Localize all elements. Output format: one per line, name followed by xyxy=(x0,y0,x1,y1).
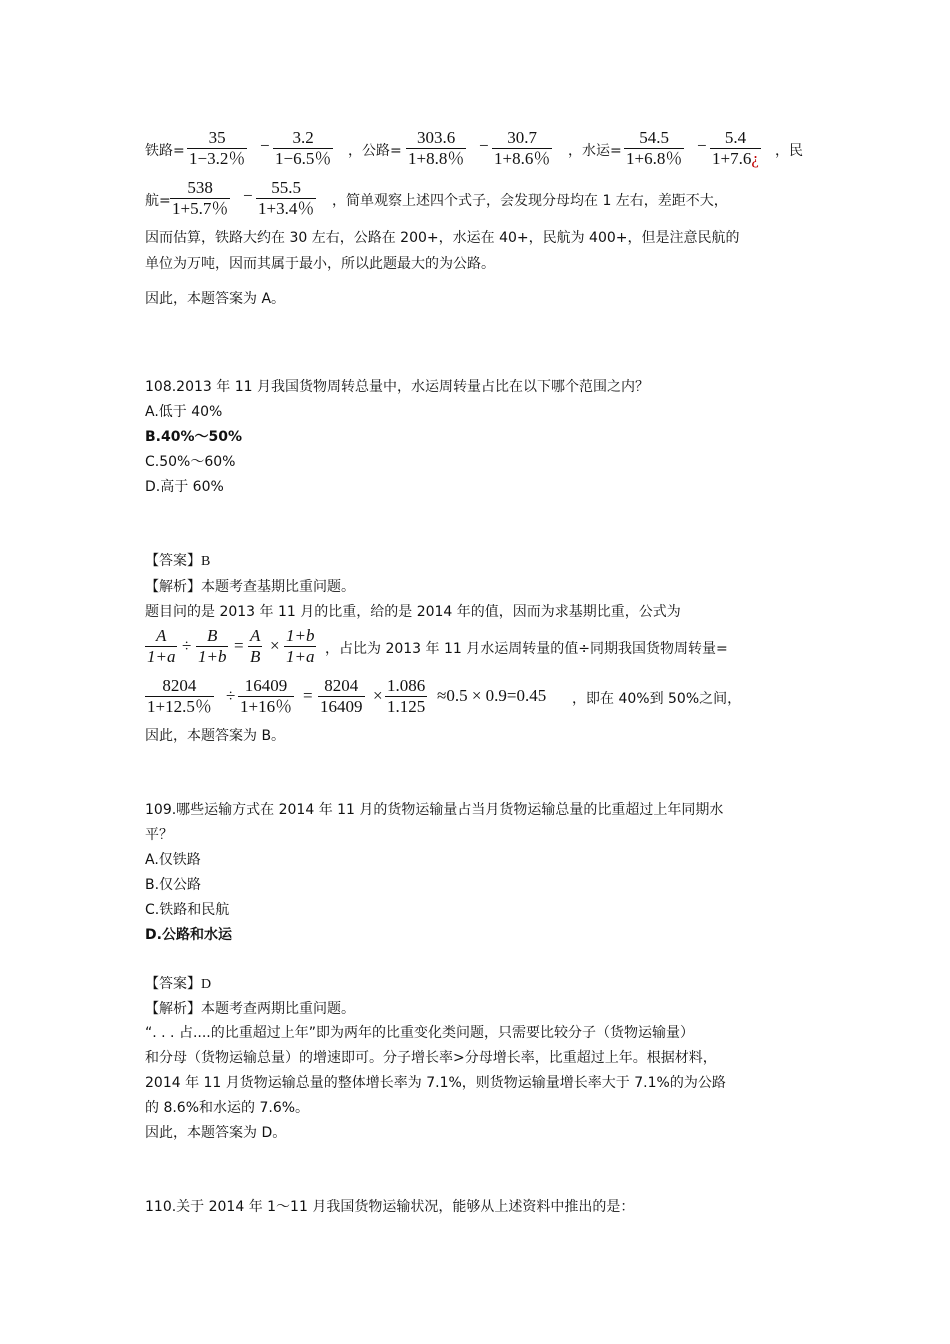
road-fraction-2: $\frac{30.7}{1+8.6\%}$ xyxy=(494,128,551,168)
option-a: A.仅铁路 xyxy=(145,852,201,868)
calc-fraction: $\frac{8204}{16409}$ xyxy=(320,676,363,716)
formula-tail: ，占比为 2013 年 11 月水运周转量的值÷同期我国货物周转量= xyxy=(325,641,728,657)
calc-fraction: $\frac{16409}{1+16\%}$ xyxy=(240,676,293,716)
air-fraction-2: $\frac{55.5}{1+3.4\%}$ xyxy=(258,178,315,218)
water-fraction-1: $\frac{54.5}{1+6.8\%}$ xyxy=(626,128,683,168)
times-sign: × xyxy=(270,636,280,655)
tail-text: ，民 xyxy=(775,143,803,159)
paragraph-line: 单位为万吨，因而其属于最小，所以此题最大的为公路。 xyxy=(145,256,495,272)
answer: 【答案】D xyxy=(145,977,212,992)
analysis-line: 2014 年 11 月货物运输总量的整体增长率为 7.1%，则货物运输量增长率大于 7.1%的为公路 xyxy=(145,1075,726,1091)
formula-fraction: $\frac{B}{1+b}$ xyxy=(198,626,227,666)
calc-fraction: $\frac{1.086}{1.125}$ xyxy=(387,676,426,716)
conclusion: 因此，本题答案为 B。 xyxy=(145,728,286,744)
formula-fraction: $\frac{A}{B}$ xyxy=(250,626,261,666)
paragraph-line: 因而估算，铁路大约在 30 左右，公路在 200+，水运在 40+，民航为 400+，但是注意民航的 xyxy=(145,230,740,246)
analysis-heading: 【解析】本题考查两期比重问题。 xyxy=(145,1001,355,1017)
calc-fraction: $\frac{8204}{1+12.5\%}$ xyxy=(147,676,212,716)
road-fraction-1: $\frac{303.6}{1+8.8\%}$ xyxy=(408,128,465,168)
minus-sign: − xyxy=(697,136,707,155)
question-text: 110.关于 2014 年 1～11 月我国货物运输状况，能够从上述资料中推出的是： xyxy=(145,1199,635,1215)
question-text: 108.2013 年 11 月我国货物周转总量中，水运周转量占比在以下哪个范围之内？ xyxy=(145,379,649,395)
divide-sign: ÷ xyxy=(226,686,236,705)
road-label: ，公路= xyxy=(348,143,402,159)
analysis-heading: 【解析】本题考查基期比重问题。 xyxy=(145,579,355,595)
water-label: ，水运= xyxy=(568,143,622,159)
minus-sign: − xyxy=(479,136,489,155)
conclusion: 因此，本题答案为 A。 xyxy=(145,291,286,307)
equals-sign: = xyxy=(303,686,313,705)
rail-fraction-2: $\frac{3.2}{1-6.5\%}$ xyxy=(275,128,332,168)
tail-text: ，简单观察上述四个式子，会发现分母均在 1 左右，差距不大， xyxy=(332,193,728,209)
approx-result: ≈0.5 × 0.9=0.45 xyxy=(437,686,547,705)
rail-fraction-1: $\frac{35}{1-3.2\%}$ xyxy=(189,128,246,168)
answer: 【答案】B xyxy=(145,554,211,569)
formula-fraction: $\frac{A}{1+a}$ xyxy=(147,626,176,666)
calc-tail: ，即在 40%到 50%之间， xyxy=(572,691,742,707)
equals-sign: = xyxy=(234,636,244,655)
option-c: C.50%～60% xyxy=(145,454,236,470)
formula-fraction: $\frac{1+b}{1+a}$ xyxy=(286,626,315,666)
air-fraction-1: $\frac{538}{1+5.7\%}$ xyxy=(172,178,229,218)
rail-label: 铁路= xyxy=(145,143,185,159)
analysis-line: “. . . 占....的比重超过上年”即为两年的比重变化类问题，只需要比较分子（货物运输量） xyxy=(145,1025,695,1041)
analysis-line: 题目问的是 2013 年 11 月的比重，给的是 2014 年的值，因而为求基期比重，公式为 xyxy=(145,604,681,620)
times-sign: × xyxy=(373,686,383,705)
option-d: D.公路和水运 xyxy=(145,927,232,943)
analysis-line: 的 8.6%和水运的 7.6%。 xyxy=(145,1100,310,1116)
divide-sign: ÷ xyxy=(182,636,192,655)
option-d: D.高于 60% xyxy=(145,479,224,495)
analysis-line: 和分母（货物运输总量）的增速即可。分子增长率>分母增长率，比重超过上年。根据材料， xyxy=(145,1050,717,1066)
option-a: A.低于 40% xyxy=(145,404,223,420)
question-text: 平？ xyxy=(145,827,173,843)
minus-sign: − xyxy=(243,186,253,205)
question-text: 109.哪些运输方式在 2014 年 11 月的货物运输量占当月货物运输总量的比重超过上年同期水 xyxy=(145,802,724,818)
option-c: C.铁路和民航 xyxy=(145,902,230,918)
minus-sign: − xyxy=(260,136,270,155)
conclusion: 因此，本题答案为 D。 xyxy=(145,1125,287,1141)
option-b: B.仅公路 xyxy=(145,877,202,893)
option-b: B.40%～50% xyxy=(145,429,243,445)
water-fraction-2: $\frac{5.4}{1+7.6¿}$ xyxy=(712,128,759,168)
air-label: 航= xyxy=(145,193,171,209)
